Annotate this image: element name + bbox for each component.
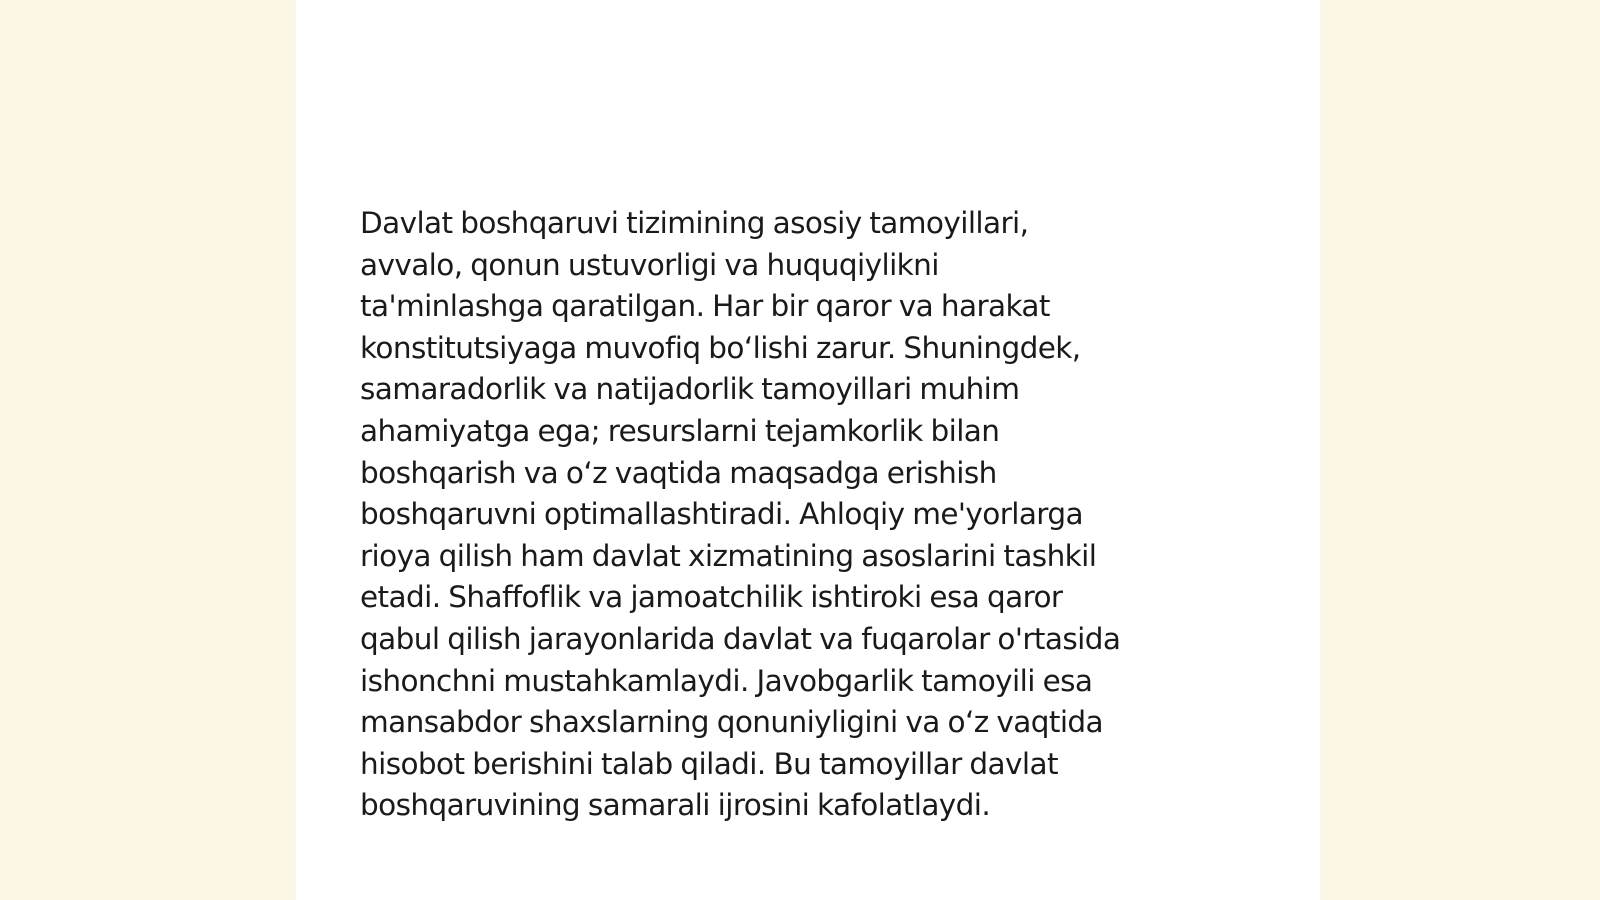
paragraph-line: avvalo, qonun ustuvorligi va huquqiylikni	[360, 247, 939, 282]
paragraph-line: samaradorlik va natijadorlik tamoyillari muhim	[360, 372, 1020, 407]
paragraph-line: boshqarish va o‘z vaqtida maqsadga erishish	[360, 455, 997, 490]
paragraph-line: ishonchni mustahkamlaydi. Javobgarlik tamoyili esa	[360, 663, 1093, 698]
paragraph-line: ahamiyatga ega; resurslarni tejamkorlik bilan	[360, 413, 1000, 448]
document-page	[296, 0, 1320, 900]
paragraph-line: rioya qilish ham davlat xizmatining asoslarini tashkil	[360, 538, 1097, 573]
paragraph-line: ta'minlashga qaratilgan. Har bir qaror va harakat	[360, 289, 1050, 324]
paragraph-line: boshqaruvni optimallashtiradi. Ahloqiy me'yorlarga	[360, 497, 1083, 532]
paragraph-line: qabul qilish jarayonlarida davlat va fuqarolar o'rtasida	[360, 621, 1121, 656]
paragraph-line: konstitutsiyaga muvofiq bo‘lishi zarur. Shuningdek,	[360, 330, 1081, 365]
paragraph-line: hisobot berishini talab qiladi. Bu tamoyillar davlat	[360, 746, 1058, 781]
paragraph-line: mansabdor shaxslarning qonuniyligini va o‘z vaqtida	[360, 705, 1104, 740]
paragraph-line: Davlat boshqaruvi tizimining asosiy tamoyillari,	[360, 206, 1029, 240]
paragraph-line: etadi. Shaffoflik va jamoatchilik ishtiroki esa qaror	[360, 580, 1063, 615]
paragraph-line: boshqaruvining samarali ijrosini kafolatlaydi.	[360, 788, 991, 823]
body-paragraph	[360, 203, 1260, 827]
